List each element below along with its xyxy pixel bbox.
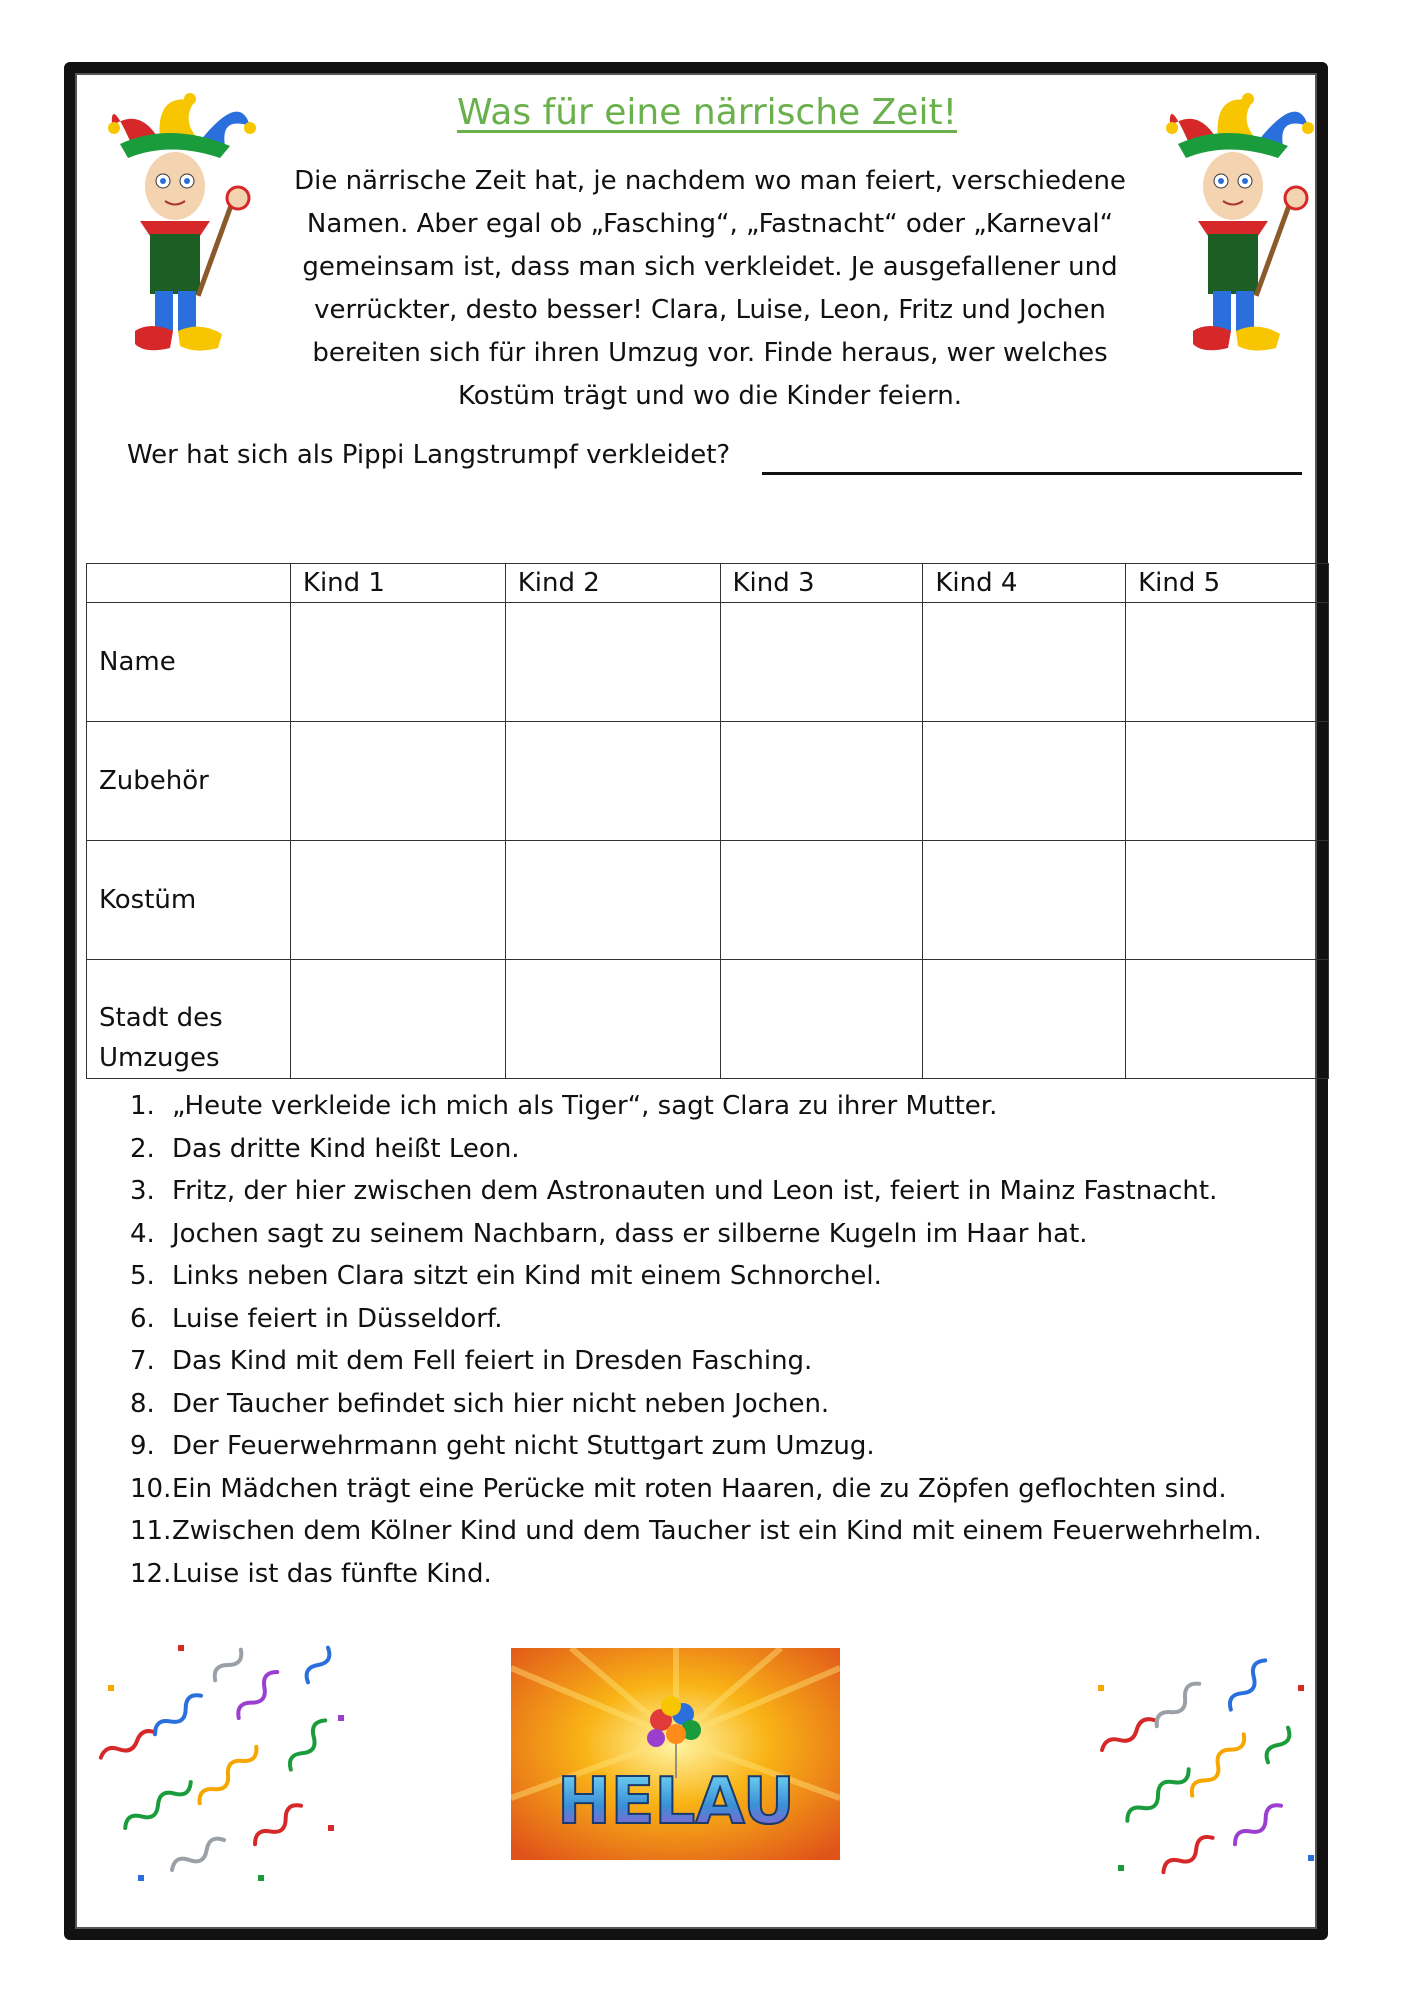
answer-cell[interactable]	[1126, 841, 1329, 960]
table-header-row	[87, 564, 1329, 603]
row-label: Kostüm	[87, 841, 291, 960]
table-row	[87, 841, 1329, 960]
column-header: Kind 5	[1126, 564, 1329, 603]
table-row	[87, 603, 1329, 722]
list-item: 8. Der Taucher befindet sich hier nicht neben Jochen.	[130, 1388, 830, 1419]
answer-cell[interactable]	[720, 603, 923, 722]
helau-banner-image	[511, 1648, 840, 1860]
answer-cell[interactable]	[923, 960, 1126, 1079]
answer-cell[interactable]	[290, 603, 505, 722]
list-item: 11. Zwischen dem Kölner Kind und dem Taucher ist ein Kind mit einem Feuerwehrhelm.	[130, 1516, 1262, 1546]
answer-cell[interactable]	[1126, 722, 1329, 841]
list-item: 10. Ein Mädchen trägt eine Perücke mit roten Haaren, die zu Zöpfen geflochten sind.	[130, 1473, 1227, 1504]
row-label: Name	[87, 603, 291, 722]
list-item: 5. Links neben Clara sitzt ein Kind mit einem Schnorchel.	[130, 1261, 882, 1291]
list-item: 12. Luise ist das fünfte Kind.	[130, 1558, 492, 1589]
answer-cell[interactable]	[505, 722, 720, 841]
clue-list	[130, 1085, 1262, 1595]
column-header: Kind 1	[290, 564, 505, 603]
answer-cell[interactable]	[1126, 603, 1329, 722]
question-text: Wer hat sich als Pippi Langstrumpf verkleidet?	[127, 440, 731, 470]
confetti-left-illustration	[78, 1625, 378, 1905]
confetti-right-illustration	[1078, 1625, 1338, 1895]
answer-cell[interactable]	[720, 960, 923, 1079]
column-header: Kind 4	[923, 564, 1126, 603]
answer-cell[interactable]	[290, 841, 505, 960]
answer-cell[interactable]	[720, 841, 923, 960]
answer-cell[interactable]	[505, 841, 720, 960]
list-item: 4. Jochen sagt zu seinem Nachbarn, dass er silberne Kugeln im Haar hat.	[130, 1218, 1088, 1249]
page-title: Was für eine närrische Zeit!	[456, 92, 957, 133]
answer-cell[interactable]	[923, 722, 1126, 841]
answer-cell[interactable]	[923, 841, 1126, 960]
answer-cell[interactable]	[1126, 960, 1329, 1079]
list-item: 7. Das Kind mit dem Fell feiert in Dresden Fasching.	[130, 1346, 813, 1376]
answer-cell[interactable]	[720, 722, 923, 841]
answer-cell[interactable]	[290, 960, 505, 1079]
answer-line[interactable]	[762, 472, 1302, 475]
row-label: Stadt des Umzuges	[87, 960, 291, 1079]
answer-cell[interactable]	[923, 603, 1126, 722]
column-header: Kind 2	[505, 564, 720, 603]
answer-cell[interactable]	[505, 960, 720, 1079]
list-item: 1. „Heute verkleide ich mich als Tiger“, sagt Clara zu ihrer Mutter.	[130, 1091, 998, 1121]
header-corner-cell	[87, 564, 291, 603]
helau-text: HELAU	[557, 1765, 795, 1839]
answer-cell[interactable]	[505, 603, 720, 722]
row-label: Zubehör	[87, 722, 291, 841]
list-item: 6. Luise feiert in Düsseldorf.	[130, 1303, 503, 1334]
answer-cell[interactable]	[290, 722, 505, 841]
list-item: 2. Das dritte Kind heißt Leon.	[130, 1133, 520, 1164]
table-row	[87, 722, 1329, 841]
intro-paragraph: Die närrische Zeit hat, je nachdem wo man feiert, verschiedene Namen. Aber egal ob „Fasching“, „Fastnacht“ oder „Karneval“ gemeinsam ist, dass man sich verkleidet. Je ausgefallener und verrückter, desto besser! Clara, Luise, Leon, Fritz und Jochen bereiten sich für ihren Umzug vor. Finde heraus, wer welches Kostüm trägt und wo die Kinder feiern.	[294, 166, 1126, 411]
logic-grid-table	[86, 563, 1329, 1079]
list-item: 9. Der Feuerwehrmann geht nicht Stuttgart zum Umzug.	[130, 1431, 875, 1461]
table-row	[87, 960, 1329, 1079]
column-header: Kind 3	[720, 564, 923, 603]
list-item: 3. Fritz, der hier zwischen dem Astronauten und Leon ist, feiert in Mainz Fastnacht.	[130, 1176, 1218, 1206]
